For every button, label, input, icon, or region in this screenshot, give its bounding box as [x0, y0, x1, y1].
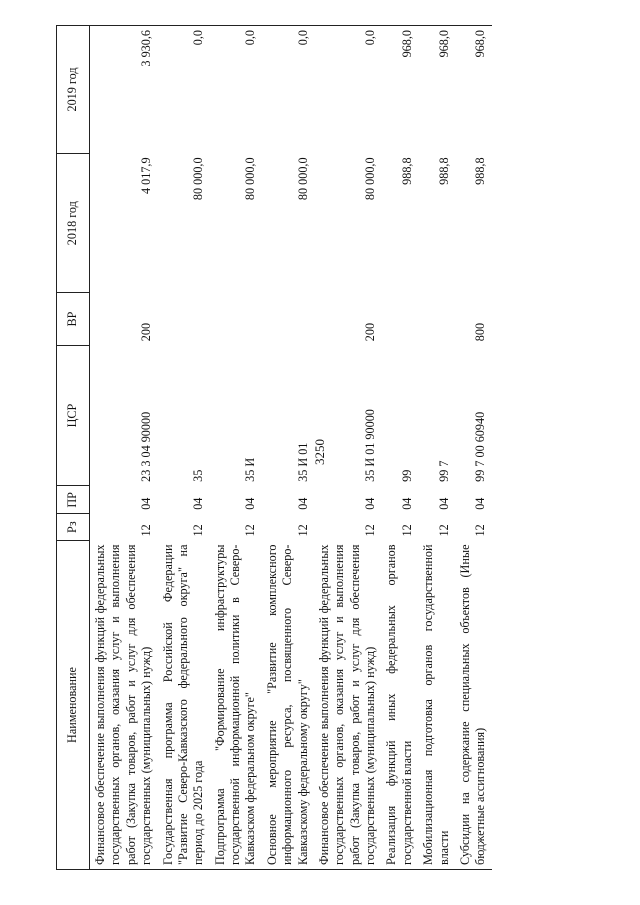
row-2018: 80 000,0 [295, 157, 310, 201]
row-2018: 988,8 [473, 157, 488, 185]
row-pr: 04 [399, 497, 414, 510]
row-2018: 988,8 [436, 157, 451, 185]
row-vr [418, 293, 455, 345]
row-pr: 04 [243, 497, 258, 510]
row-csr: 99 [399, 469, 414, 482]
row-csr: 99 7 00 60940 [473, 411, 488, 482]
table-header-row [57, 26, 90, 870]
row-rz: 12 [191, 524, 206, 537]
header-pr: ПР [57, 486, 90, 514]
row-vr: 200 [139, 322, 154, 342]
table-row [455, 26, 492, 870]
row-name: Реализация функций иных федеральных органов государственной власти [381, 541, 418, 870]
row-rz: 12 [363, 524, 377, 537]
row-name: Подпрограмма "Формирование инфраструктуры государственной информационной политики в Северо-Кавказском федеральном округе" [210, 541, 262, 870]
row-pr: 04 [191, 497, 206, 510]
row-name: Финансовое обеспечение выполнения функций федеральных государственных органов, оказания услуг и выполнения работ (Закупка товаров, работ и услуг для обеспечения государственных (муниципальных) нужд) [314, 541, 382, 870]
row-2019: 3 930,6 [90, 26, 158, 154]
row-2019: 0,0 [262, 26, 314, 154]
row-rz: 12 [473, 524, 488, 537]
row-csr: 35 И 01 [295, 442, 310, 482]
row-csr: 99 7 [436, 460, 451, 482]
row-name: Финансовое обеспечение выполнения функций федеральных государственных органов, оказания услуг и выполнения работ (Закупка товаров, работ и услуг для обеспечения государственных (муниципальных) нужд) [90, 541, 158, 870]
row-vr [262, 293, 314, 345]
row-vr [158, 293, 210, 345]
row-2018: 80 000,0 [363, 157, 377, 201]
table-row [158, 26, 210, 870]
row-2018: 80 000,0 [243, 157, 258, 201]
row-rz: 12 [436, 524, 451, 537]
row-pr: 04 [139, 497, 154, 510]
header-rz: Рз [57, 514, 90, 541]
table-row [381, 26, 418, 870]
table-row [210, 26, 262, 870]
header-name: Наименование [57, 541, 90, 870]
row-rz: 12 [243, 524, 258, 537]
row-pr: 04 [473, 497, 488, 510]
row-2018: 4 017,9 [139, 157, 154, 194]
header-2018: 2018 год [57, 153, 90, 293]
row-rz: 12 [139, 524, 154, 537]
header-2019: 2019 год [57, 26, 90, 154]
row-name: Основное мероприятие "Развитие комплексного информационного ресурса, посвященного Северо-Кавказскому федеральному округу" [262, 541, 314, 870]
row-csr: 35 [191, 469, 206, 482]
header-csr: ЦСР [57, 345, 90, 486]
page-number: 3250 [312, 439, 327, 465]
row-2019: 968,0 [381, 26, 418, 154]
row-rz: 12 [399, 524, 414, 537]
row-vr [210, 293, 262, 345]
row-csr: 35 И 01 90000 [363, 409, 377, 482]
header-vr: ВР [57, 293, 90, 345]
row-2019: 0,0 [158, 26, 210, 154]
row-pr: 04 [295, 497, 310, 510]
table-row [314, 26, 382, 870]
row-vr: 800 [473, 322, 488, 342]
row-vr [381, 293, 418, 345]
row-rz: 12 [295, 524, 310, 537]
table-row [262, 26, 314, 870]
table-row [418, 26, 455, 870]
row-2018: 988,8 [399, 157, 414, 185]
row-csr: 35 И [243, 457, 258, 482]
row-name: Субсидии на содержание специальных объектов (Иные бюджетные ассигнования) [455, 541, 492, 870]
row-vr: 200 [363, 322, 377, 342]
table-row [90, 26, 158, 870]
row-name: Мобилизационная подготовка органов государственной власти [418, 541, 455, 870]
row-2019: 0,0 [210, 26, 262, 154]
row-name: Государственная программа Российской Федерации "Развитие Северо-Кавказского федерального округа" на период до 2025 года [158, 541, 210, 870]
row-2018: 80 000,0 [191, 157, 206, 201]
rotated-page-content [56, 25, 584, 870]
row-2019: 968,0 [455, 26, 492, 154]
row-csr: 23 3 04 90000 [139, 411, 154, 482]
row-2019: 968,0 [418, 26, 455, 154]
row-2019: 0,0 [314, 26, 382, 154]
row-pr: 04 [436, 497, 451, 510]
row-pr: 04 [363, 497, 377, 510]
budget-table [56, 25, 492, 870]
